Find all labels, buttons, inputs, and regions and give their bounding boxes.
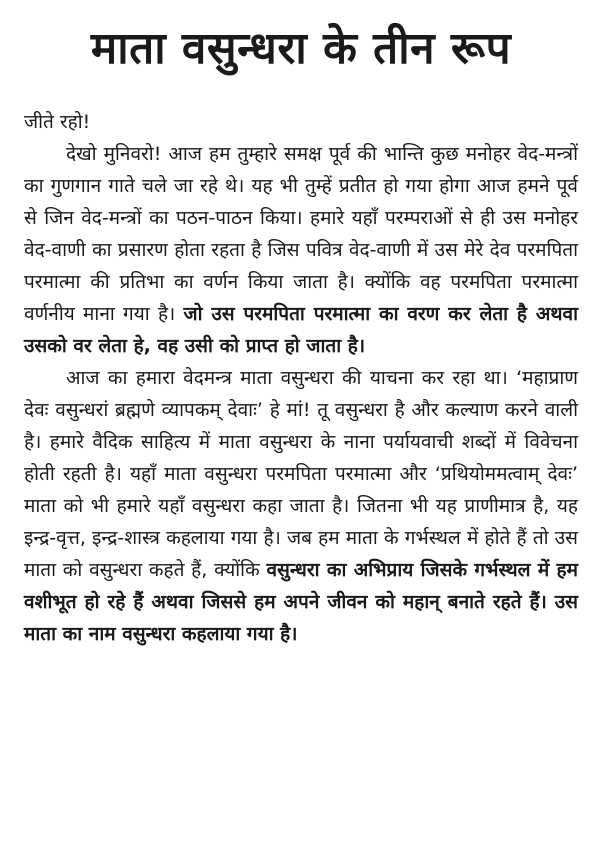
paragraph-2 xyxy=(24,362,578,650)
paragraph-1-text: देखो मुनिवरो! आज हम तुम्हारे समक्ष पूर्व की भान्ति कुछ मनोहर वेद-मन्त्रों का गुणगान गाते चले जा रहे थे। यह भी तुम्हें प्रतीत हो गया होगा आज हमने पूर्व से जिन वेद-मन्त्रों का पठन-पाठन किया। हमारे यहाँ परम्पराओं से ही उस मनोहर वेद-वाणी का प्रसारण होता रहता है जिस पवित्र वेद-वाणी में उस मेरे देव परमपिता परमात्मा की प्रतिभा का वर्णन किया जाता है। क्योंकि वह परमपिता परमात्मा वर्णनीय माना गया है। xyxy=(24,143,578,325)
paragraph-1-bold-text: जो उस परमपिता परमात्मा का वरण कर लेता है अथवा उसको वर लेता हे, वह उसी को प्राप्त हो जाता है। xyxy=(24,303,578,357)
paragraph-2-bold-text: वसुन्धरा का अभिप्राय जिसके गर्भस्थल में हम वशीभूत हो रहे हैं अथवा जिससे हम अपने जीवन को महान् बनाते रहते हैं। उस माता का नाम वसुन्धरा कहलाया गया है। xyxy=(24,559,578,645)
paragraph-1 xyxy=(24,138,578,362)
page-title: माता वसुन्धरा के तीन रूप xyxy=(90,23,512,74)
paragraph-2-text: आज का हमारा वेदमन्त्र माता वसुन्धरा की याचना कर रहा था। ‘महाप्राण देवः वसुन्धरां ब्रह्मणे व्यापकम् देवाः’ हे मां! तू वसुन्धरा है और कल्याण करने वाली है। हमारे वैदिक साहित्य में माता वसुन्धरा के नाना पर्यायवाची शब्दों में विवेचना होती रहती है। यहाँ माता वसुन्धरा परमपिता परमात्मा और ‘प्रथियोममत्वाम् देवः’ माता को भी हमारे यहाँ वसुन्धरा कहा जाता है। जितना भी यह प्राणीमात्र है, यह इन्द्र-वृत्त, इन्द्र-शास्त्र कहलाया गया है। जब हम माता के गर्भस्थल में होते हैं तो उस माता को वसुन्धरा कहते हैं, क्योंकि xyxy=(24,367,578,581)
greeting: जीते रहो! xyxy=(24,111,91,133)
